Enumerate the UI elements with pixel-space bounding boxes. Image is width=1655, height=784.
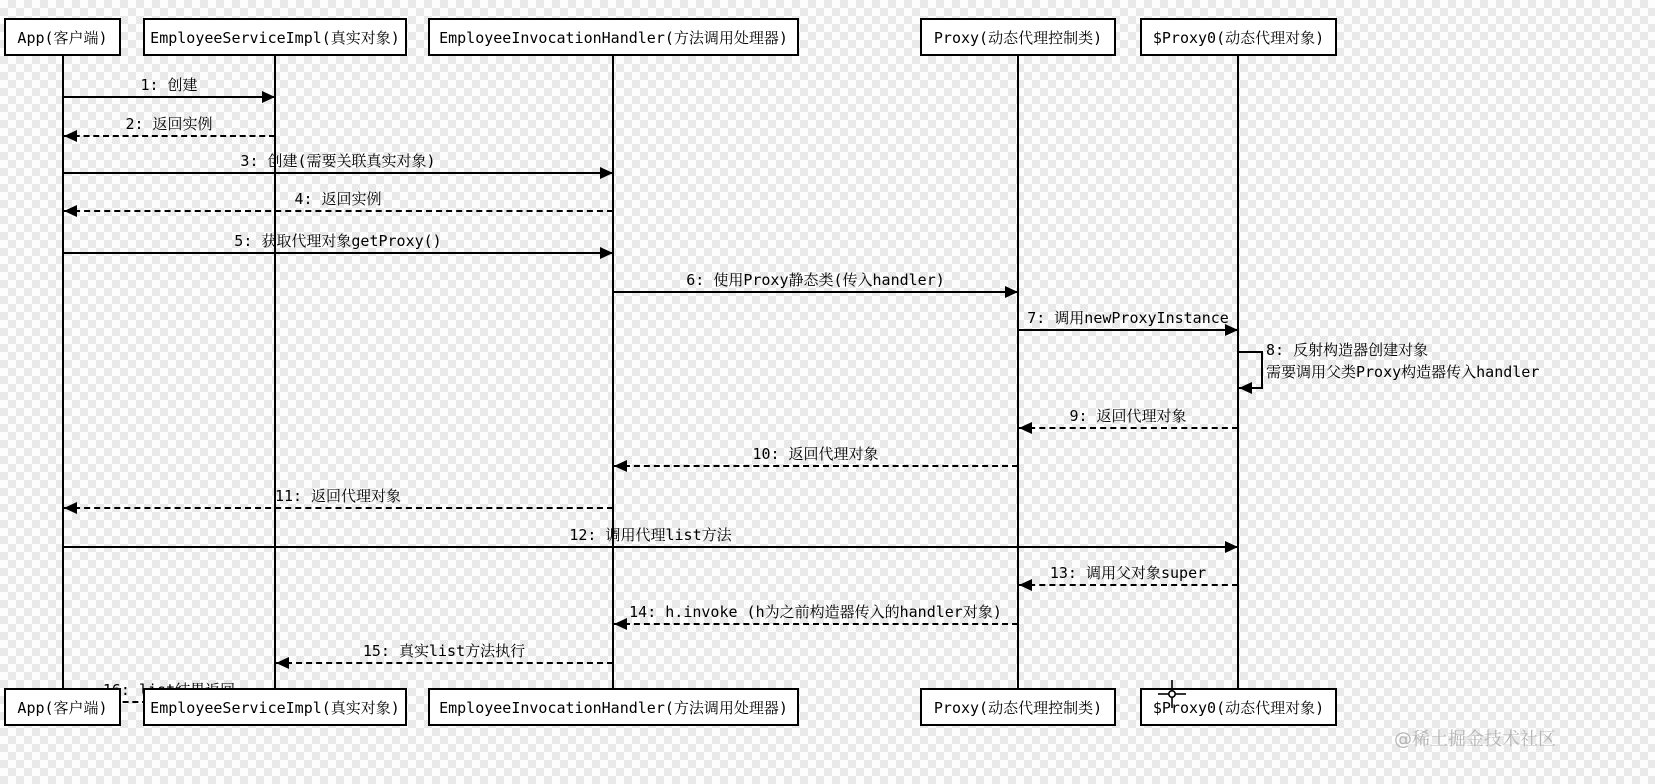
message-15-line	[276, 662, 613, 664]
participant-box-eih-top	[428, 18, 799, 56]
message-8-label-line2: 需要调用父类Proxy构造器传入handler	[1266, 363, 1540, 381]
participant-label: EmployeeServiceImpl(真实对象)	[150, 698, 400, 717]
message-1-line	[64, 96, 275, 98]
lifeline-proxy	[1017, 56, 1019, 688]
message-2-line	[64, 135, 275, 137]
message-12-label: 12: 调用代理list方法	[569, 526, 732, 544]
watermark: @稀土掘金技术社区	[1394, 729, 1556, 750]
participant-box-esi-top	[143, 18, 407, 56]
message-7-line	[1019, 329, 1238, 331]
arrowhead	[600, 247, 613, 259]
arrowhead	[1239, 382, 1252, 394]
message-2-label: 2: 返回实例	[125, 115, 213, 133]
arrowhead	[614, 460, 627, 472]
message-12-line	[64, 546, 1238, 548]
participant-label: EmployeeInvocationHandler(方法调用处理器)	[439, 698, 788, 717]
participant-label: Proxy(动态代理控制类)	[933, 28, 1103, 47]
participant-label: $Proxy0(动态代理对象)	[1152, 698, 1325, 717]
arrowhead	[64, 205, 77, 217]
message-10-label: 10: 返回代理对象	[752, 445, 879, 463]
arrowhead	[1019, 579, 1032, 591]
message-13-line	[1019, 584, 1238, 586]
message-14-label: 14: h.invoke (h为之前构造器传入的handler对象)	[629, 603, 1002, 621]
participant-box-app-top	[4, 18, 121, 56]
arrowhead	[600, 167, 613, 179]
message-8-label-line1: 8: 反射构造器创建对象	[1266, 341, 1429, 359]
arrowhead	[614, 618, 627, 630]
message-13-label: 13: 调用父对象super	[1049, 564, 1207, 582]
message-9-line	[1019, 427, 1238, 429]
arrowhead	[276, 657, 289, 669]
message-7-label: 7: 调用newProxyInstance	[1027, 309, 1229, 327]
message-3-label: 3: 创建(需要关联真实对象)	[240, 152, 436, 170]
participant-label: EmployeeServiceImpl(真实对象)	[150, 28, 400, 47]
participant-label: App(客户端)	[17, 28, 108, 47]
message-11-label: 11: 返回代理对象	[274, 487, 402, 505]
arrowhead	[262, 91, 275, 103]
message-11-line	[64, 507, 613, 509]
message-5-line	[64, 252, 613, 254]
arrowhead	[1019, 422, 1032, 434]
arrowhead	[1225, 324, 1238, 336]
participant-label: EmployeeInvocationHandler(方法调用处理器)	[439, 28, 788, 47]
participant-box-proxy-bottom	[920, 688, 1116, 726]
message-5-label: 5: 获取代理对象getProxy()	[234, 232, 442, 250]
participant-box-eih-bottom	[428, 688, 799, 726]
message-14-line	[614, 623, 1018, 625]
message-1-label: 1: 创建	[140, 76, 198, 94]
participant-box-esi-bottom	[143, 688, 407, 726]
crosshair-cursor-icon	[1156, 678, 1188, 710]
participant-box-proxy0-top	[1140, 18, 1337, 56]
message-6-label: 6: 使用Proxy静态类(传入handler)	[686, 271, 945, 289]
arrowhead	[64, 502, 77, 514]
arrowhead	[1005, 286, 1018, 298]
message-4-label: 4: 返回实例	[294, 190, 382, 208]
participant-box-app-bottom	[4, 688, 121, 726]
message-3-line	[64, 172, 613, 174]
participant-label: $Proxy0(动态代理对象)	[1152, 28, 1325, 47]
message-4-line	[64, 210, 613, 212]
message-10-line	[614, 465, 1018, 467]
message-6-line	[614, 291, 1018, 293]
arrowhead	[64, 130, 77, 142]
message-9-label: 9: 返回代理对象	[1069, 407, 1187, 425]
participant-label: Proxy(动态代理控制类)	[933, 698, 1103, 717]
arrowhead	[1225, 541, 1238, 553]
message-15-label: 15: 真实list方法执行	[362, 642, 526, 660]
participant-label: App(客户端)	[17, 698, 108, 717]
participant-box-proxy-top	[920, 18, 1116, 56]
